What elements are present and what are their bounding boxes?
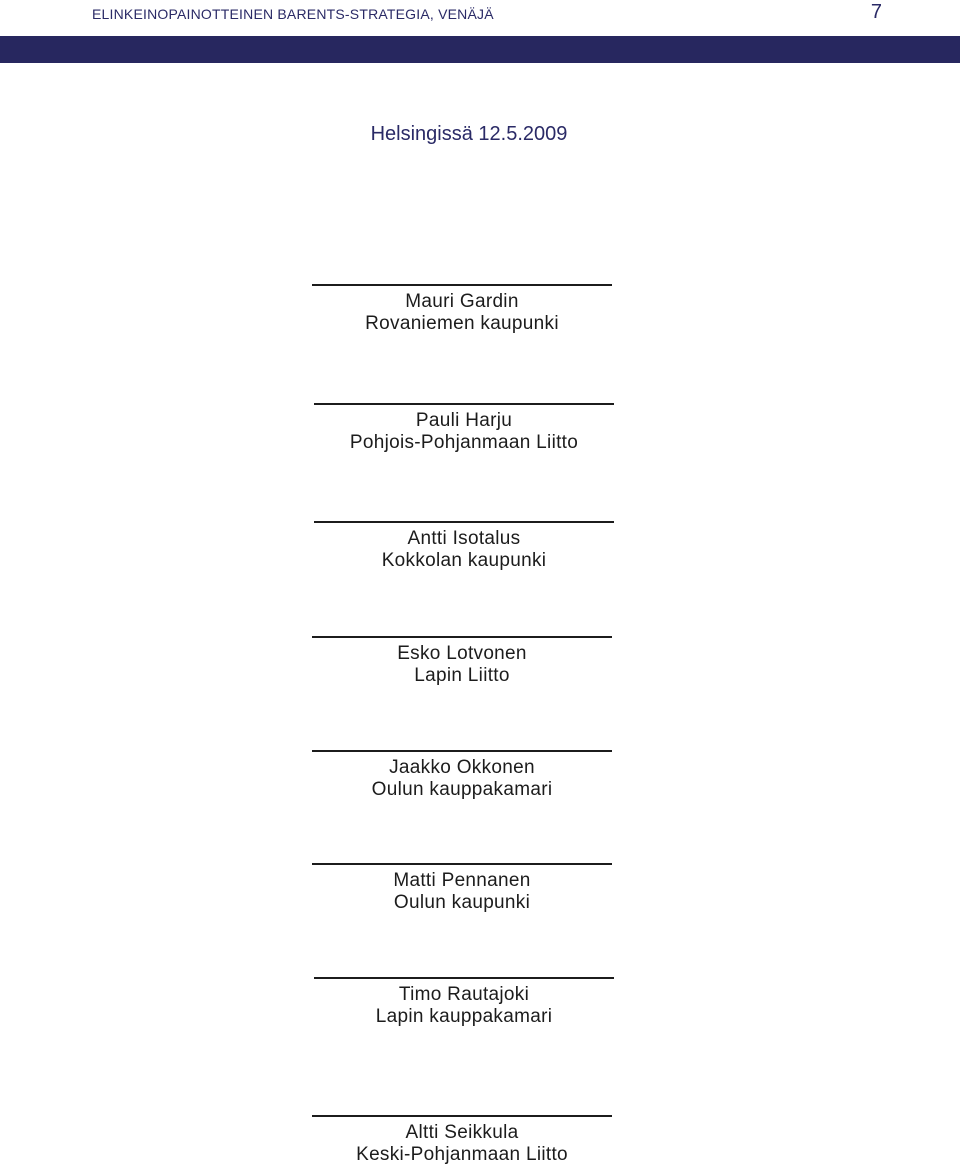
signature-name: Pauli Harju	[415, 410, 513, 431]
signature-organization: Lapin kauppakamari	[375, 1006, 553, 1027]
signature-line	[312, 284, 612, 286]
signature-organization: Oulun kauppakamari	[371, 779, 553, 800]
signature-block	[312, 636, 612, 687]
signature-organization: Kokkolan kaupunki	[381, 550, 547, 571]
signature-block	[314, 521, 614, 572]
signature-name: Mauri Gardin	[405, 291, 519, 312]
header-title: ELINKEINOPAINOTTEINEN BARENTS-STRATEGIA, VENÄJÄ	[92, 6, 494, 22]
page-number: 7	[870, 1, 882, 23]
signature-name: Altti Seikkula	[405, 1122, 519, 1143]
signature-line	[312, 863, 612, 865]
signature-organization: Rovaniemen kaupunki	[365, 313, 559, 334]
header-band	[0, 36, 960, 63]
signature-organization: Oulun kaupunki	[393, 892, 531, 913]
signature-name: Timo Rautajoki	[398, 984, 530, 1005]
signature-line	[314, 521, 614, 523]
signature-block	[314, 403, 614, 454]
signature-organization: Keski-Pohjanmaan Liitto	[356, 1144, 568, 1165]
signature-name: Antti Isotalus	[407, 528, 521, 549]
signature-name: Jaakko Okkonen	[389, 757, 535, 778]
signature-name: Esko Lotvonen	[397, 643, 527, 664]
signature-block	[312, 750, 612, 801]
signature-block	[312, 284, 612, 335]
signature-name: Matti Pennanen	[393, 870, 531, 891]
signature-line	[314, 977, 614, 979]
signature-block	[312, 863, 612, 914]
signature-block	[312, 1115, 612, 1166]
signature-line	[312, 750, 612, 752]
signature-organization: Pohjois-Pohjanmaan Liitto	[349, 432, 579, 453]
signature-organization: Lapin Liitto	[414, 665, 510, 686]
place-date: Helsingissä 12.5.2009	[370, 123, 568, 145]
signature-line	[312, 636, 612, 638]
signature-line	[314, 403, 614, 405]
signature-block	[314, 977, 614, 1028]
signature-line	[312, 1115, 612, 1117]
